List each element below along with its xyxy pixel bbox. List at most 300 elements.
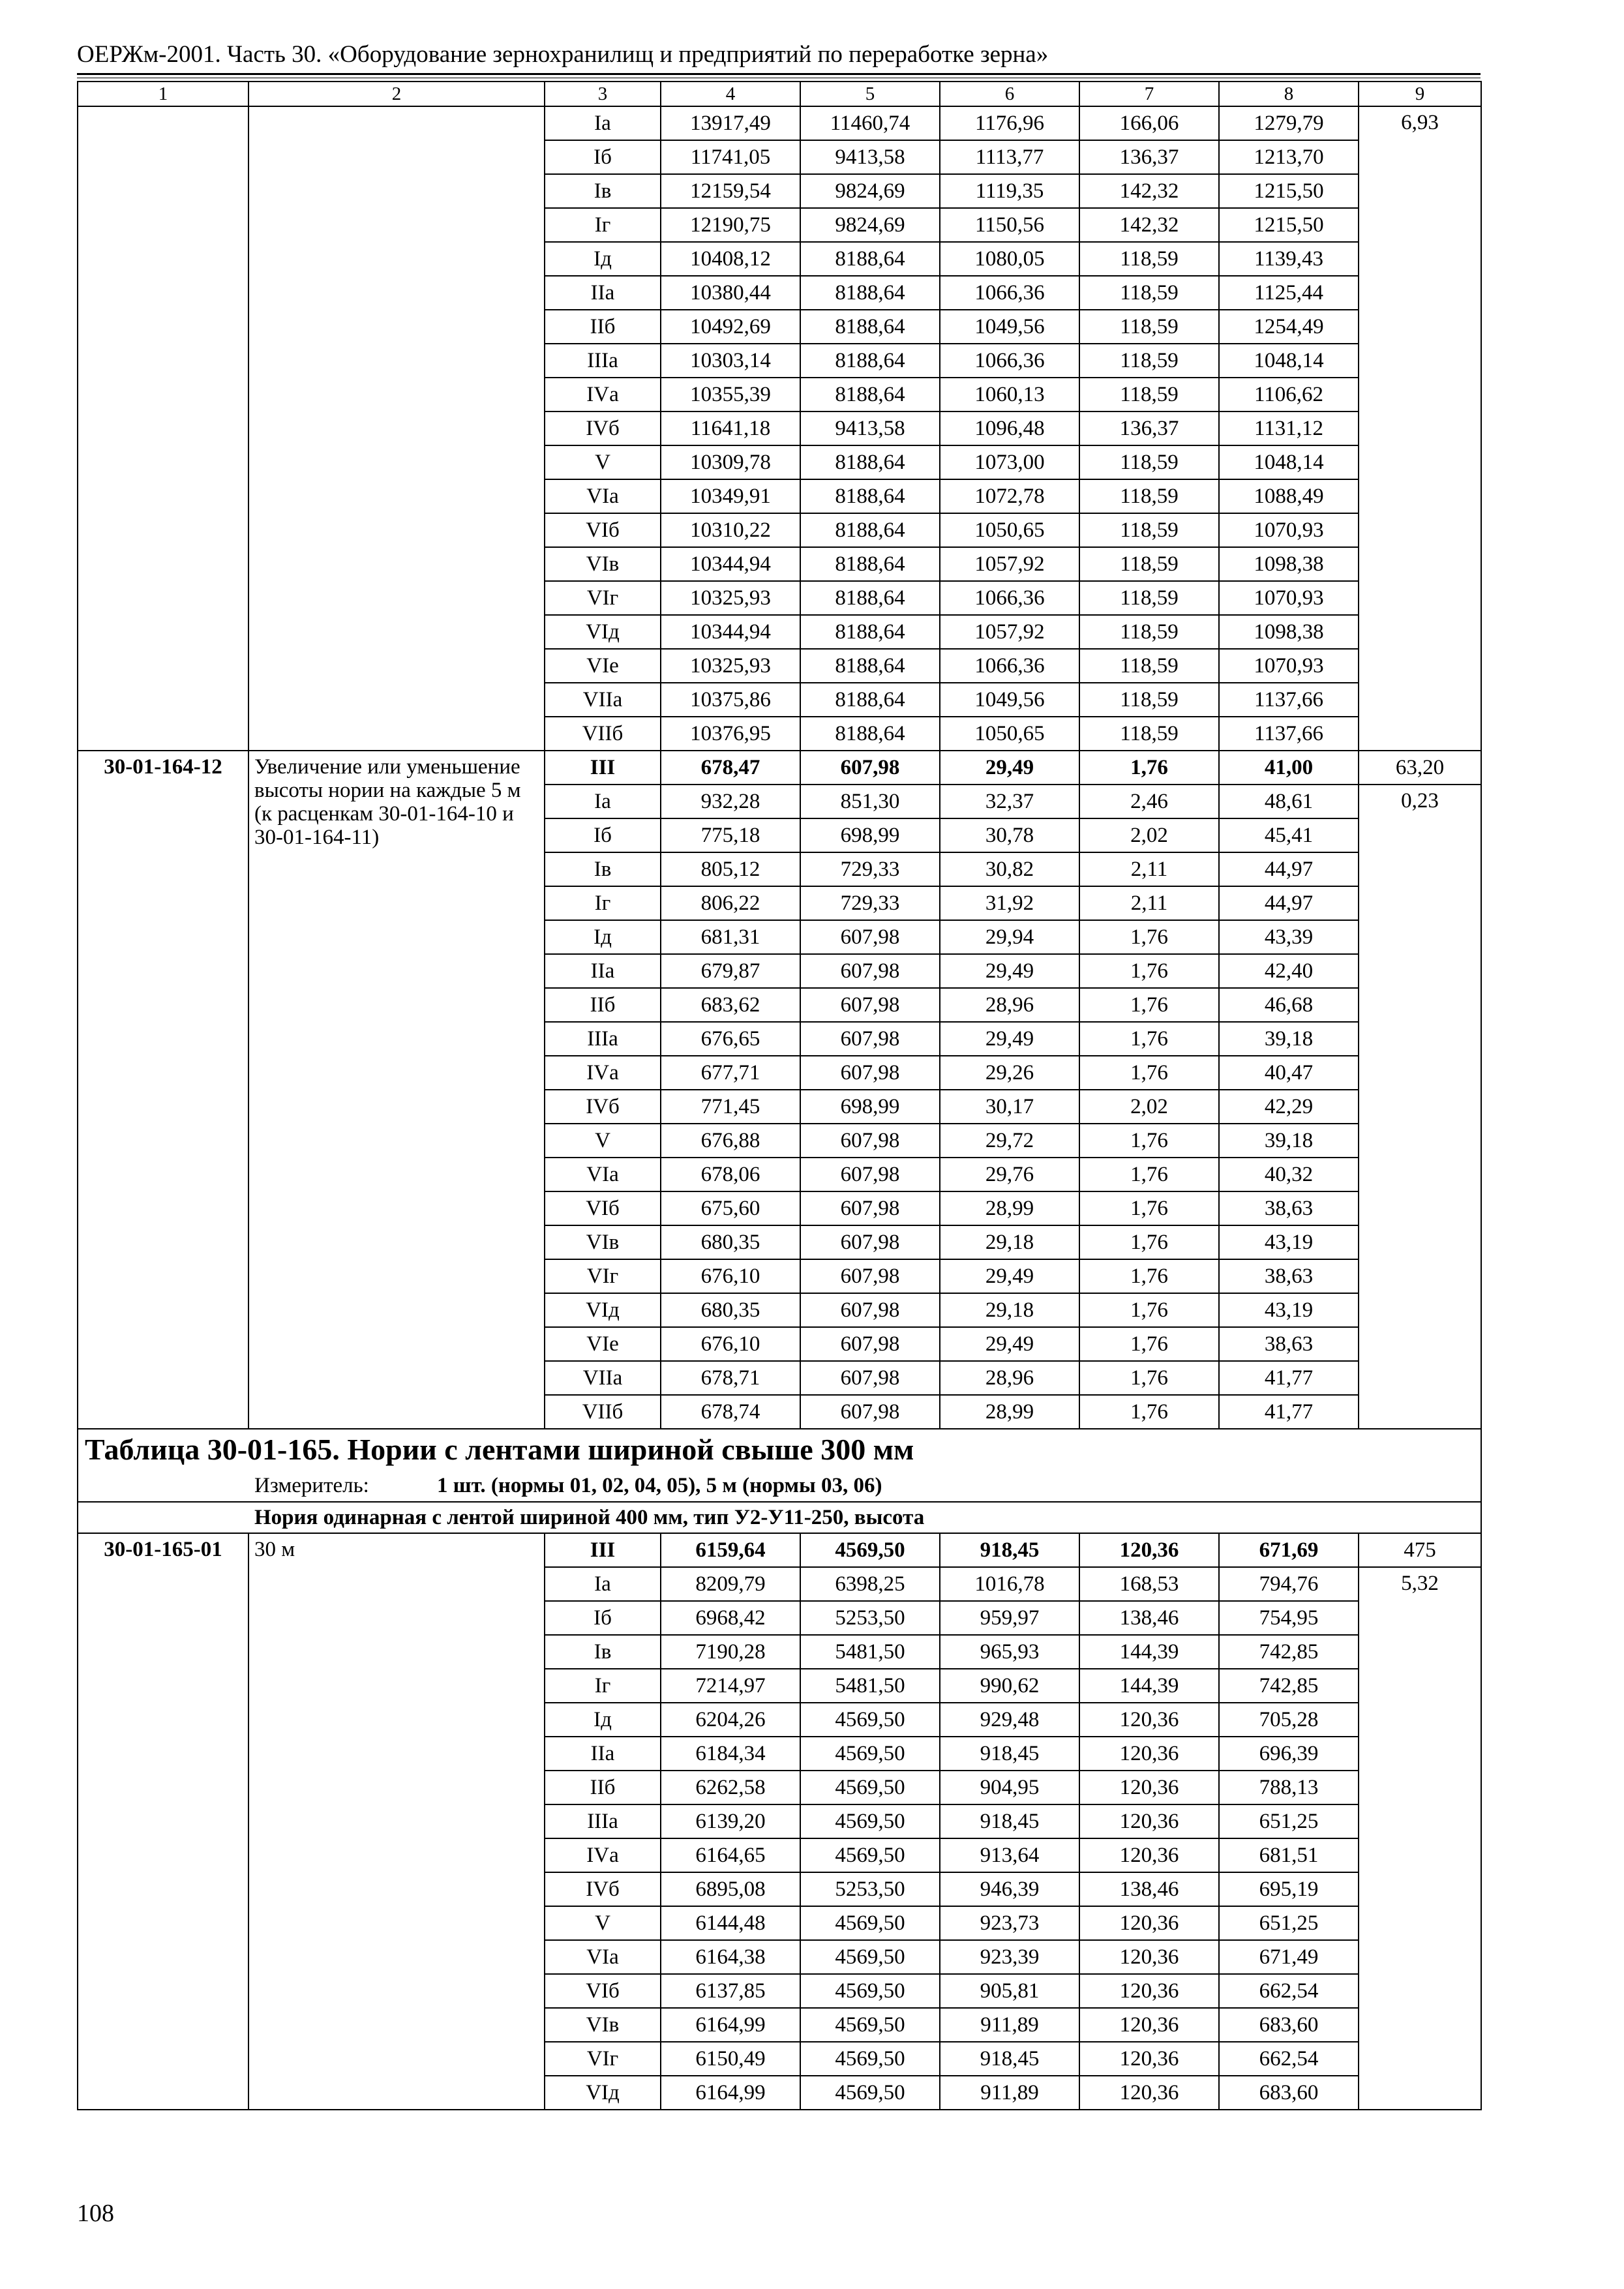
value-cell: 6398,25 [800, 1567, 940, 1601]
value-cell: 4569,50 [800, 2008, 940, 2042]
rates-table-body [78, 82, 1481, 2110]
value-cell: 10344,94 [661, 615, 800, 649]
value-cell: 676,88 [661, 1124, 800, 1158]
column-9-value: 0,23 [1401, 789, 1439, 813]
zone-label: VIб [545, 1191, 661, 1225]
value-cell: 10325,93 [661, 649, 800, 683]
value-cell: 120,36 [1079, 1703, 1219, 1737]
value-cell: 1125,44 [1219, 276, 1359, 310]
value-cell: 6164,99 [661, 2008, 800, 2042]
value-cell: 1,76 [1079, 1056, 1219, 1090]
value-cell: 39,18 [1219, 1022, 1359, 1056]
value-cell: 1137,66 [1219, 683, 1359, 717]
value-cell: 1098,38 [1219, 615, 1359, 649]
value-cell: 118,59 [1079, 479, 1219, 513]
value-cell: 851,30 [800, 785, 940, 818]
column-9-cell [1359, 785, 1481, 1429]
value-cell: 929,48 [940, 1703, 1079, 1737]
value-cell: 1088,49 [1219, 479, 1359, 513]
value-cell: 918,45 [940, 1737, 1079, 1771]
value-cell: 1049,56 [940, 310, 1079, 344]
value-cell: 607,98 [800, 1395, 940, 1429]
column-9-cell [1359, 1567, 1481, 2110]
value-cell: 698,99 [800, 818, 940, 852]
page-header: ОЕРЖм-2001. Часть 30. «Оборудование зернохранилищ и предприятий по переработке зерна» [77, 41, 1049, 68]
value-cell: 41,77 [1219, 1395, 1359, 1429]
zone-label: IIIа [545, 1022, 661, 1056]
zone-label: IVа [545, 1056, 661, 1090]
zone-label: VIIб [545, 1395, 661, 1429]
value-cell: 607,98 [800, 1022, 940, 1056]
value-cell: 729,33 [800, 886, 940, 920]
value-cell: 138,46 [1079, 1872, 1219, 1906]
value-cell: 118,59 [1079, 445, 1219, 479]
value-cell: 8209,79 [661, 1567, 800, 1601]
value-cell: 1066,36 [940, 344, 1079, 378]
zone-label: VIIб [545, 717, 661, 751]
value-cell: 806,22 [661, 886, 800, 920]
value-cell: 6184,34 [661, 1737, 800, 1771]
value-cell: 4569,50 [800, 2076, 940, 2110]
value-cell: 168,53 [1079, 1567, 1219, 1601]
value-cell: 29,76 [940, 1158, 1079, 1191]
value-cell: 8188,64 [800, 581, 940, 615]
value-cell: 1049,56 [940, 683, 1079, 717]
zone-label: VIв [545, 547, 661, 581]
value-cell: 8188,64 [800, 615, 940, 649]
value-cell: 118,59 [1079, 378, 1219, 411]
value-cell: 680,35 [661, 1225, 800, 1259]
value-cell: 2,02 [1079, 1090, 1219, 1124]
value-cell: 1150,56 [940, 208, 1079, 242]
value-cell: 1050,65 [940, 513, 1079, 547]
value-cell: 118,59 [1079, 581, 1219, 615]
value-cell: 678,74 [661, 1395, 800, 1429]
value-cell: 8188,64 [800, 649, 940, 683]
value-cell: 4569,50 [800, 1737, 940, 1771]
value-cell: 29,49 [940, 1259, 1079, 1293]
value-cell: 144,39 [1079, 1635, 1219, 1669]
value-cell: 651,25 [1219, 1906, 1359, 1940]
column-number: 1 [78, 82, 248, 106]
value-cell: 683,62 [661, 988, 800, 1022]
value-cell: 607,98 [800, 1225, 940, 1259]
value-cell: 8188,64 [800, 683, 940, 717]
value-cell: 28,96 [940, 988, 1079, 1022]
value-cell: 45,41 [1219, 818, 1359, 852]
value-cell: 44,97 [1219, 886, 1359, 920]
value-cell: 965,93 [940, 1635, 1079, 1669]
value-cell: 42,40 [1219, 954, 1359, 988]
value-cell: 1,76 [1079, 1293, 1219, 1327]
value-cell: 1,76 [1079, 1259, 1219, 1293]
value-cell: 10309,78 [661, 445, 800, 479]
zone-label: VIд [545, 615, 661, 649]
value-cell: 607,98 [800, 1361, 940, 1395]
value-cell: 1113,77 [940, 140, 1079, 174]
value-cell: 959,97 [940, 1601, 1079, 1635]
value-cell: 932,28 [661, 785, 800, 818]
value-cell: 671,69 [1219, 1533, 1359, 1567]
value-cell: 136,37 [1079, 140, 1219, 174]
value-cell: 794,76 [1219, 1567, 1359, 1601]
value-cell: 678,06 [661, 1158, 800, 1191]
zone-label: V [545, 1124, 661, 1158]
value-cell: 676,10 [661, 1259, 800, 1293]
value-cell: 6137,85 [661, 1974, 800, 2008]
value-cell: 918,45 [940, 1804, 1079, 1838]
value-cell: 1070,93 [1219, 649, 1359, 683]
value-cell: 6895,08 [661, 1872, 800, 1906]
value-cell: 904,95 [940, 1771, 1079, 1804]
rate-code [78, 106, 248, 751]
column-9-value: 5,32 [1401, 1572, 1439, 1595]
value-cell: 1072,78 [940, 479, 1079, 513]
value-cell: 39,18 [1219, 1124, 1359, 1158]
value-cell: 6204,26 [661, 1703, 800, 1737]
value-cell: 607,98 [800, 1191, 940, 1225]
value-cell: 679,87 [661, 954, 800, 988]
value-cell: 29,94 [940, 920, 1079, 954]
rate-description: Увеличение или уменьшение высоты нории на каждые 5 м (к расценкам 30-01-164-10 и 30-01-164-11) [248, 751, 545, 1429]
value-cell: 1,76 [1079, 1395, 1219, 1429]
value-cell: 10376,95 [661, 717, 800, 751]
value-cell: 905,81 [940, 1974, 1079, 2008]
value-cell: 607,98 [800, 751, 940, 785]
value-cell: 8188,64 [800, 513, 940, 547]
value-cell: 607,98 [800, 954, 940, 988]
value-cell: 118,59 [1079, 649, 1219, 683]
value-cell: 118,59 [1079, 310, 1219, 344]
value-cell: 4569,50 [800, 1703, 940, 1737]
value-cell: 678,47 [661, 751, 800, 785]
value-cell: 142,32 [1079, 208, 1219, 242]
value-cell: 1096,48 [940, 411, 1079, 445]
value-cell: 6150,49 [661, 2042, 800, 2076]
measure-label: Измеритель: [254, 1474, 369, 1497]
zone-label: Iа [545, 1567, 661, 1601]
zone-label: III [545, 1533, 661, 1567]
value-cell: 8188,64 [800, 242, 940, 276]
value-cell: 805,12 [661, 852, 800, 886]
value-cell: 7214,97 [661, 1669, 800, 1703]
zone-label: Iб [545, 140, 661, 174]
zone-label: Iд [545, 242, 661, 276]
value-cell: 1106,62 [1219, 378, 1359, 411]
value-cell: 29,49 [940, 751, 1079, 785]
value-cell: 28,96 [940, 1361, 1079, 1395]
value-cell: 676,10 [661, 1327, 800, 1361]
value-cell: 683,60 [1219, 2008, 1359, 2042]
rates-table [77, 81, 1482, 2110]
value-cell: 729,33 [800, 852, 940, 886]
zone-label: VIб [545, 513, 661, 547]
value-cell: 1213,70 [1219, 140, 1359, 174]
value-cell: 2,11 [1079, 886, 1219, 920]
zone-label: IIб [545, 310, 661, 344]
value-cell: 11460,74 [800, 106, 940, 140]
column-number: 7 [1079, 82, 1219, 106]
value-cell: 946,39 [940, 1872, 1079, 1906]
value-cell: 681,51 [1219, 1838, 1359, 1872]
value-cell: 683,60 [1219, 2076, 1359, 2110]
column-9-value: 63,20 [1359, 751, 1481, 785]
value-cell: 8188,64 [800, 378, 940, 411]
value-cell: 696,39 [1219, 1737, 1359, 1771]
value-cell: 4569,50 [800, 1533, 940, 1567]
value-cell: 913,64 [940, 1838, 1079, 1872]
value-cell: 40,32 [1219, 1158, 1359, 1191]
value-cell: 607,98 [800, 1056, 940, 1090]
value-cell: 1,76 [1079, 920, 1219, 954]
value-cell: 29,18 [940, 1293, 1079, 1327]
value-cell: 1098,38 [1219, 547, 1359, 581]
zone-label: VIе [545, 649, 661, 683]
column-number: 5 [800, 82, 940, 106]
value-cell: 1066,36 [940, 581, 1079, 615]
value-cell: 1057,92 [940, 615, 1079, 649]
value-cell: 671,49 [1219, 1940, 1359, 1974]
value-cell: 8188,64 [800, 717, 940, 751]
value-cell: 1,76 [1079, 1022, 1219, 1056]
value-cell: 42,29 [1219, 1090, 1359, 1124]
column-9-value: 475 [1359, 1533, 1481, 1567]
value-cell: 29,26 [940, 1056, 1079, 1090]
value-cell: 32,37 [940, 785, 1079, 818]
value-cell: 1215,50 [1219, 208, 1359, 242]
value-cell: 136,37 [1079, 411, 1219, 445]
value-cell: 1066,36 [940, 649, 1079, 683]
value-cell: 2,46 [1079, 785, 1219, 818]
column-9-cell [1359, 106, 1481, 751]
zone-label: IIб [545, 988, 661, 1022]
value-cell: 1215,50 [1219, 174, 1359, 208]
value-cell: 29,72 [940, 1124, 1079, 1158]
value-cell: 8188,64 [800, 310, 940, 344]
page-number: 108 [77, 2200, 114, 2227]
value-cell: 9413,58 [800, 140, 940, 174]
value-cell: 662,54 [1219, 2042, 1359, 2076]
value-cell: 607,98 [800, 988, 940, 1022]
value-cell: 44,97 [1219, 852, 1359, 886]
value-cell: 38,63 [1219, 1327, 1359, 1361]
table-row [78, 751, 1481, 785]
value-cell: 118,59 [1079, 547, 1219, 581]
value-cell: 118,59 [1079, 717, 1219, 751]
value-cell: 118,59 [1079, 513, 1219, 547]
zone-label: VIа [545, 479, 661, 513]
value-cell: 8188,64 [800, 479, 940, 513]
value-cell: 1254,49 [1219, 310, 1359, 344]
column-number-row [78, 82, 1481, 106]
measure-value: 1 шт. (нормы 01, 02, 04, 05), 5 м (нормы 03, 06) [437, 1474, 882, 1497]
value-cell: 1050,65 [940, 717, 1079, 751]
value-cell: 923,39 [940, 1940, 1079, 1974]
value-cell: 120,36 [1079, 2008, 1219, 2042]
value-cell: 607,98 [800, 1327, 940, 1361]
value-cell: 13917,49 [661, 106, 800, 140]
zone-label: VIб [545, 1974, 661, 2008]
value-cell: 120,36 [1079, 1974, 1219, 2008]
rate-code: 30-01-164-12 [78, 751, 248, 1429]
value-cell: 30,17 [940, 1090, 1079, 1124]
value-cell: 43,19 [1219, 1225, 1359, 1259]
table-row [78, 106, 1481, 140]
zone-label: VIв [545, 1225, 661, 1259]
value-cell: 680,35 [661, 1293, 800, 1327]
rate-code: 30-01-165-01 [78, 1533, 248, 2110]
zone-label: IVа [545, 1838, 661, 1872]
value-cell: 120,36 [1079, 1771, 1219, 1804]
zone-label: Iд [545, 1703, 661, 1737]
value-cell: 6144,48 [661, 1906, 800, 1940]
zone-label: VIIа [545, 683, 661, 717]
value-cell: 6262,58 [661, 1771, 800, 1804]
value-cell: 705,28 [1219, 1703, 1359, 1737]
value-cell: 10492,69 [661, 310, 800, 344]
value-cell: 118,59 [1079, 683, 1219, 717]
zone-label: IIIа [545, 344, 661, 378]
value-cell: 8188,64 [800, 547, 940, 581]
value-cell: 40,47 [1219, 1056, 1359, 1090]
value-cell: 8188,64 [800, 276, 940, 310]
value-cell: 118,59 [1079, 242, 1219, 276]
zone-label: Iг [545, 1669, 661, 1703]
value-cell: 4569,50 [800, 1940, 940, 1974]
value-cell: 10344,94 [661, 547, 800, 581]
value-cell: 4569,50 [800, 1804, 940, 1838]
zone-label: IIа [545, 954, 661, 988]
value-cell: 5253,50 [800, 1601, 940, 1635]
value-cell: 1,76 [1079, 751, 1219, 785]
value-cell: 1,76 [1079, 1361, 1219, 1395]
value-cell: 43,19 [1219, 1293, 1359, 1327]
value-cell: 12159,54 [661, 174, 800, 208]
value-cell: 1016,78 [940, 1567, 1079, 1601]
value-cell: 120,36 [1079, 1804, 1219, 1838]
value-cell: 1,76 [1079, 1158, 1219, 1191]
value-cell: 28,99 [940, 1395, 1079, 1429]
value-cell: 651,25 [1219, 1804, 1359, 1838]
value-cell: 4569,50 [800, 1838, 940, 1872]
table-title-row [78, 1429, 1481, 1470]
zone-label: Iв [545, 1635, 661, 1669]
section-cell [78, 1502, 1481, 1533]
value-cell: 1066,36 [940, 276, 1079, 310]
zone-label: IIа [545, 276, 661, 310]
zone-label: Iв [545, 852, 661, 886]
value-cell: 5481,50 [800, 1635, 940, 1669]
value-cell: 29,49 [940, 954, 1079, 988]
value-cell: 1119,35 [940, 174, 1079, 208]
value-cell: 11641,18 [661, 411, 800, 445]
rate-description: 30 м [248, 1533, 545, 2110]
value-cell: 911,89 [940, 2008, 1079, 2042]
value-cell: 120,36 [1079, 1940, 1219, 1974]
value-cell: 1070,93 [1219, 581, 1359, 615]
value-cell: 7190,28 [661, 1635, 800, 1669]
section-row [78, 1502, 1481, 1533]
value-cell: 1131,12 [1219, 411, 1359, 445]
value-cell: 607,98 [800, 1259, 940, 1293]
value-cell: 120,36 [1079, 1737, 1219, 1771]
value-cell: 41,77 [1219, 1361, 1359, 1395]
value-cell: 4569,50 [800, 2042, 940, 2076]
column-number: 4 [661, 82, 800, 106]
value-cell: 31,92 [940, 886, 1079, 920]
table-row [78, 1533, 1481, 1567]
zone-label: Iа [545, 785, 661, 818]
zone-label: VIд [545, 2076, 661, 2110]
rate-description [248, 106, 545, 751]
value-cell: 118,59 [1079, 344, 1219, 378]
value-cell: 6164,65 [661, 1838, 800, 1872]
value-cell: 695,19 [1219, 1872, 1359, 1906]
value-cell: 6968,42 [661, 1601, 800, 1635]
value-cell: 118,59 [1079, 615, 1219, 649]
value-cell: 28,99 [940, 1191, 1079, 1225]
value-cell: 9824,69 [800, 174, 940, 208]
value-cell: 1057,92 [940, 547, 1079, 581]
value-cell: 775,18 [661, 818, 800, 852]
value-cell: 2,11 [1079, 852, 1219, 886]
value-cell: 923,73 [940, 1906, 1079, 1940]
value-cell: 675,60 [661, 1191, 800, 1225]
value-cell: 6159,64 [661, 1533, 800, 1567]
zone-label: Iб [545, 818, 661, 852]
zone-label: IVб [545, 1872, 661, 1906]
value-cell: 788,13 [1219, 1771, 1359, 1804]
value-cell: 1176,96 [940, 106, 1079, 140]
value-cell: 4569,50 [800, 1974, 940, 2008]
zone-label: VIд [545, 1293, 661, 1327]
zone-label: VIа [545, 1940, 661, 1974]
zone-label: VIг [545, 2042, 661, 2076]
zone-label: VIа [545, 1158, 661, 1191]
table-title: Таблица 30-01-165. Нории с лентами шириной свыше 300 мм [78, 1429, 1481, 1470]
zone-label: IIа [545, 1737, 661, 1771]
value-cell: 1,76 [1079, 1327, 1219, 1361]
value-cell: 5481,50 [800, 1669, 940, 1703]
zone-label: III [545, 751, 661, 785]
zone-label: IVб [545, 1090, 661, 1124]
value-cell: 678,71 [661, 1361, 800, 1395]
zone-label: VIв [545, 2008, 661, 2042]
value-cell: 918,45 [940, 1533, 1079, 1567]
value-cell: 607,98 [800, 920, 940, 954]
value-cell: 1073,00 [940, 445, 1079, 479]
measure-cell [78, 1470, 1481, 1502]
value-cell: 607,98 [800, 1124, 940, 1158]
zone-label: Iг [545, 208, 661, 242]
value-cell: 29,49 [940, 1022, 1079, 1056]
value-cell: 138,46 [1079, 1601, 1219, 1635]
value-cell: 120,36 [1079, 2076, 1219, 2110]
value-cell: 120,36 [1079, 2042, 1219, 2076]
value-cell: 990,62 [940, 1669, 1079, 1703]
column-number: 8 [1219, 82, 1359, 106]
value-cell: 677,71 [661, 1056, 800, 1090]
column-number: 6 [940, 82, 1079, 106]
value-cell: 29,49 [940, 1327, 1079, 1361]
value-cell: 607,98 [800, 1293, 940, 1327]
value-cell: 2,02 [1079, 818, 1219, 852]
value-cell: 8188,64 [800, 344, 940, 378]
value-cell: 10355,39 [661, 378, 800, 411]
value-cell: 1,76 [1079, 1124, 1219, 1158]
value-cell: 46,68 [1219, 988, 1359, 1022]
value-cell: 607,98 [800, 1158, 940, 1191]
